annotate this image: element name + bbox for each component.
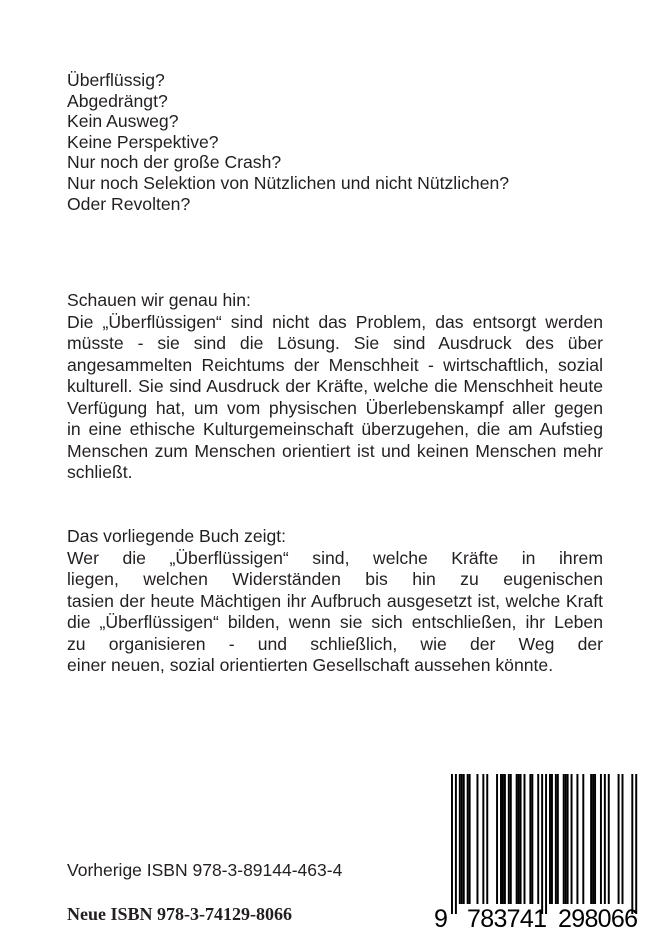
- question-list: [67, 70, 603, 214]
- barcode-bar: [469, 774, 471, 904]
- barcode-bar: [451, 774, 453, 914]
- barcode-bar: [476, 774, 478, 904]
- paragraph-schauen: [67, 290, 603, 484]
- paragraph-buch: [67, 526, 603, 677]
- barcode-digit-first: 9: [434, 905, 448, 933]
- paragraph-line: in eine ethische Kulturgemeinschaft überzugehen, die am Aufstieg: [67, 419, 603, 439]
- question-line: Abgedrängt?: [67, 90, 168, 111]
- barcode-bar: [545, 774, 547, 914]
- barcode-bar: [529, 774, 531, 904]
- barcode-bar: [631, 774, 633, 914]
- barcode-bar: [622, 774, 624, 904]
- barcode-bar: [592, 774, 594, 904]
- isbn-barcode: [430, 774, 645, 934]
- paragraph-line: angesammelten Reichtums der Menschheit - wirtschaftlich, sozial: [67, 354, 603, 375]
- barcode-bar: [537, 774, 539, 904]
- paragraph-heading: Das vorliegende Buch zeigt:: [67, 526, 287, 546]
- paragraph-line: kulturell. Sie sind Ausdruck der Kräfte, welche die Menschheit heute: [67, 376, 603, 396]
- barcode-bar: [524, 774, 526, 904]
- previous-isbn: Vorherige ISBN 978-3-89144-463-4: [67, 860, 343, 880]
- barcode-bar: [600, 774, 602, 904]
- barcode-bar: [567, 774, 569, 904]
- barcode-bar: [531, 774, 533, 904]
- barcode-bar: [563, 774, 565, 904]
- paragraph-line: schließt.: [67, 462, 133, 482]
- paragraph-line: Menschen zum Menschen orientiert ist und keinen Menschen mehr: [67, 440, 603, 461]
- paragraph-line: die „Überflüssigen“ bilden, wenn sie sich entschließen, ihr Leben: [67, 612, 603, 632]
- barcode-bar: [635, 774, 637, 914]
- barcode-bar: [594, 774, 596, 904]
- barcode-bar: [467, 774, 469, 904]
- barcode-bar: [502, 774, 504, 904]
- paragraph-line: Die „Überflüssigen“ sind nicht das Problem, das entsorgt werden: [67, 311, 603, 332]
- barcode-bar: [541, 774, 543, 914]
- barcode-bar: [486, 774, 488, 904]
- barcode-bar: [582, 774, 584, 904]
- barcode-bar: [576, 774, 578, 904]
- new-isbn: Neue ISBN 978-3-74129-8066: [67, 904, 292, 924]
- barcode-bar: [504, 774, 506, 904]
- paragraph-line: tasien der heute Mächtigen ihr Aufbruch ausgesetzt ist, welche Kraft: [67, 590, 603, 611]
- barcode-bar: [571, 774, 573, 904]
- barcode-bar: [461, 774, 463, 904]
- barcode-bar: [590, 774, 592, 904]
- barcode-bar: [551, 774, 553, 904]
- barcode-bar: [555, 774, 557, 904]
- barcode-bar: [565, 774, 567, 904]
- question-line: Keine Perspektive?: [67, 131, 219, 152]
- question-line: Nur noch Selektion von Nützlichen und nicht Nützlichen?: [67, 172, 510, 193]
- barcode-bar: [516, 774, 518, 904]
- barcode-bar: [500, 774, 502, 904]
- question-line: Überflüssig?: [67, 70, 165, 90]
- paragraph-line: müsste - sie sind die Lösung. Sie sind Ausdruck des über: [67, 333, 603, 353]
- barcode-bar: [463, 774, 465, 904]
- question-line: Nur noch der große Crash?: [67, 152, 282, 173]
- question-line: Kein Ausweg?: [67, 111, 179, 132]
- barcode-bar: [618, 774, 620, 904]
- question-line: Oder Revolten?: [67, 193, 191, 214]
- barcode-bar: [496, 774, 498, 904]
- barcode-digits-right: 298066: [558, 905, 638, 933]
- barcode-bar: [520, 774, 522, 904]
- barcode-bar: [459, 774, 461, 904]
- barcode-digits-left: 783741: [467, 905, 547, 933]
- barcode-bar: [557, 774, 559, 904]
- barcode-bar: [549, 774, 551, 904]
- paragraph-line: liegen, welchen Widerständen bis hin zu eugenischen: [67, 569, 603, 589]
- paragraph-heading: Schauen wir genau hin:: [67, 290, 251, 310]
- barcode-bar: [608, 774, 610, 904]
- paragraph-line: Wer die „Überflüssigen“ sind, welche Kräfte in ihrem: [67, 547, 603, 568]
- barcode-bar: [604, 774, 606, 904]
- paragraph-line: zu organisieren - und schließlich, wie der Weg der: [67, 633, 603, 654]
- barcode-bar: [508, 774, 510, 904]
- paragraph-line: einer neuen, sozial orientierten Gesellschaft aussehen könnte.: [67, 655, 554, 675]
- barcode-bar: [510, 774, 512, 904]
- paragraph-line: Verfügung hat, um vom physischen Überlebenskampf aller gegen: [67, 397, 603, 418]
- barcode-bar: [455, 774, 457, 914]
- barcode-bar: [482, 774, 484, 904]
- barcode-bar: [518, 774, 520, 904]
